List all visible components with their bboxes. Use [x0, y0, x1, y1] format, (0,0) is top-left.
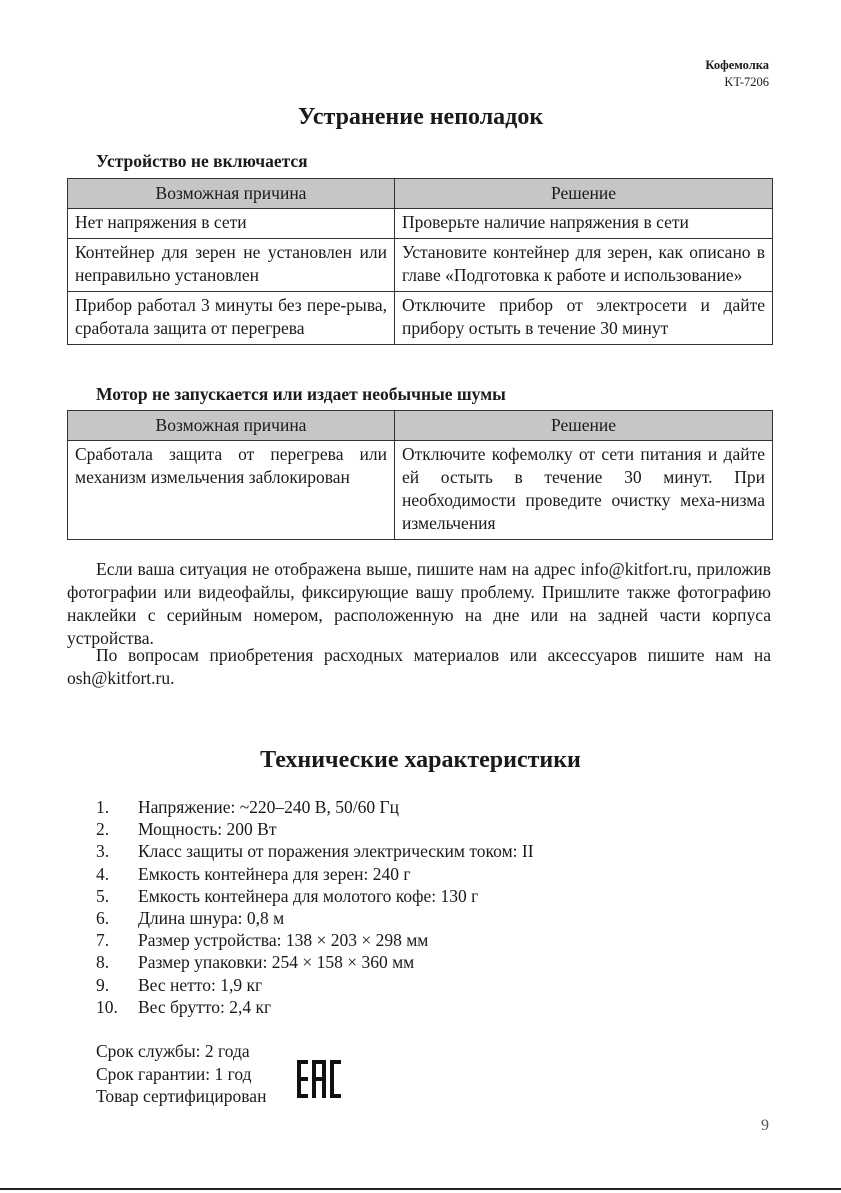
spec-text: Напряжение: ~220–240 В, 50/60 Гц	[138, 797, 399, 817]
spec-item	[96, 951, 534, 973]
spec-item	[96, 974, 534, 996]
contact-paragraph: Если ваша ситуация не отображена выше, пишите нам на адрес info@kitfort.ru, приложив фотографии или видеофайлы, фиксирующие вашу проблему. Пришлите также фотографию наклейки с серийным номером, расположенную на дне или на задней части корпуса устройства.	[67, 559, 771, 648]
eac-logo-icon	[297, 1060, 341, 1098]
spec-item	[96, 818, 534, 840]
service-info	[96, 1040, 266, 1108]
product-name: Кофемолка	[705, 58, 769, 72]
warranty-period: Срок гарантии: 1 год	[96, 1063, 252, 1084]
solution-cell: Отключите кофемолку от сети питания и дайте ей остыть в течение 30 минут. При необходимости проведите очистку меха-низма измельчения	[395, 441, 773, 540]
section-heading-motor: Мотор не запускается или издает необычные шумы	[96, 384, 506, 404]
specs-list	[96, 796, 534, 1018]
document-header	[705, 57, 769, 91]
spec-number: 2.	[96, 819, 110, 840]
section-heading-no-power: Устройство не включается	[96, 151, 308, 171]
table-row	[68, 441, 773, 540]
spec-number: 6.	[96, 908, 110, 929]
solution-cell: Проверьте наличие напряжения в сети	[395, 209, 773, 239]
column-header-solution: Решение	[395, 411, 773, 441]
accessories-paragraph: По вопросам приобретения расходных материалов или аксессуаров пишите нам на osh@kitfort.ru.	[67, 645, 771, 688]
specs-title: Технические характеристики	[260, 747, 581, 773]
solution-cell: Установите контейнер для зерен, как описано в главе «Подготовка к работе и использование»	[395, 239, 773, 292]
model-number: KT-7206	[724, 75, 769, 89]
table-row	[68, 292, 773, 345]
solution-cell: Отключите прибор от электросети и дайте прибору остыть в течение 30 минут	[395, 292, 773, 345]
cause-cell: Прибор работал 3 минуты без пере-рыва, сработала защита от перегрева	[68, 292, 395, 345]
spec-text: Размер устройства: 138 × 203 × 298 мм	[138, 930, 429, 951]
spec-item	[96, 885, 534, 907]
spec-number: 3.	[96, 841, 110, 862]
spec-item	[96, 907, 534, 929]
spec-text: Класс защиты от поражения электрическим током: II	[138, 841, 534, 862]
spec-number: 9.	[96, 974, 110, 995]
spec-number: 7.	[96, 930, 110, 951]
spec-number: 8.	[96, 952, 110, 973]
spec-number: 5.	[96, 885, 110, 906]
service-lifetime: Срок службы: 2 года	[96, 1041, 250, 1061]
spec-text: Размер упаковки: 254 × 158 × 360 мм	[138, 952, 415, 973]
spec-number: 4.	[96, 863, 110, 884]
table-header-row	[68, 411, 773, 441]
spec-item	[96, 996, 534, 1018]
cause-cell: Сработала защита от перегрева или механизм измельчения заблокирован	[68, 441, 395, 540]
table-header-row	[68, 179, 773, 209]
spec-text: Вес брутто: 2,4 кг	[138, 996, 272, 1017]
spec-number: 1.	[96, 797, 110, 817]
bottom-divider	[0, 1188, 841, 1190]
certification-note: Товар сертифицирован	[96, 1086, 267, 1106]
spec-text: Емкость контейнера для молотого кофе: 130 г	[138, 885, 479, 906]
spec-text: Емкость контейнера для зерен: 240 г	[138, 863, 411, 884]
spec-text: Вес нетто: 1,9 кг	[138, 974, 263, 995]
troubleshooting-table-no-power	[67, 178, 773, 345]
page-number: 9	[761, 1117, 769, 1134]
spec-text: Мощность: 200 Вт	[138, 819, 277, 840]
column-header-solution: Решение	[395, 179, 773, 209]
troubleshooting-title: Устранение неполадок	[297, 104, 544, 130]
spec-number: 10.	[96, 996, 118, 1017]
table-row	[68, 239, 773, 292]
spec-text: Длина шнура: 0,8 м	[138, 908, 285, 929]
spec-item	[96, 796, 534, 818]
table-row	[68, 209, 773, 239]
troubleshooting-table-motor	[67, 410, 773, 540]
spec-item	[96, 863, 534, 885]
cause-cell: Нет напряжения в сети	[68, 209, 395, 239]
spec-item	[96, 840, 534, 862]
spec-item	[96, 929, 534, 951]
cause-cell: Контейнер для зерен не установлен или неправильно установлен	[68, 239, 395, 292]
column-header-cause: Возможная причина	[68, 179, 395, 209]
column-header-cause: Возможная причина	[68, 411, 395, 441]
